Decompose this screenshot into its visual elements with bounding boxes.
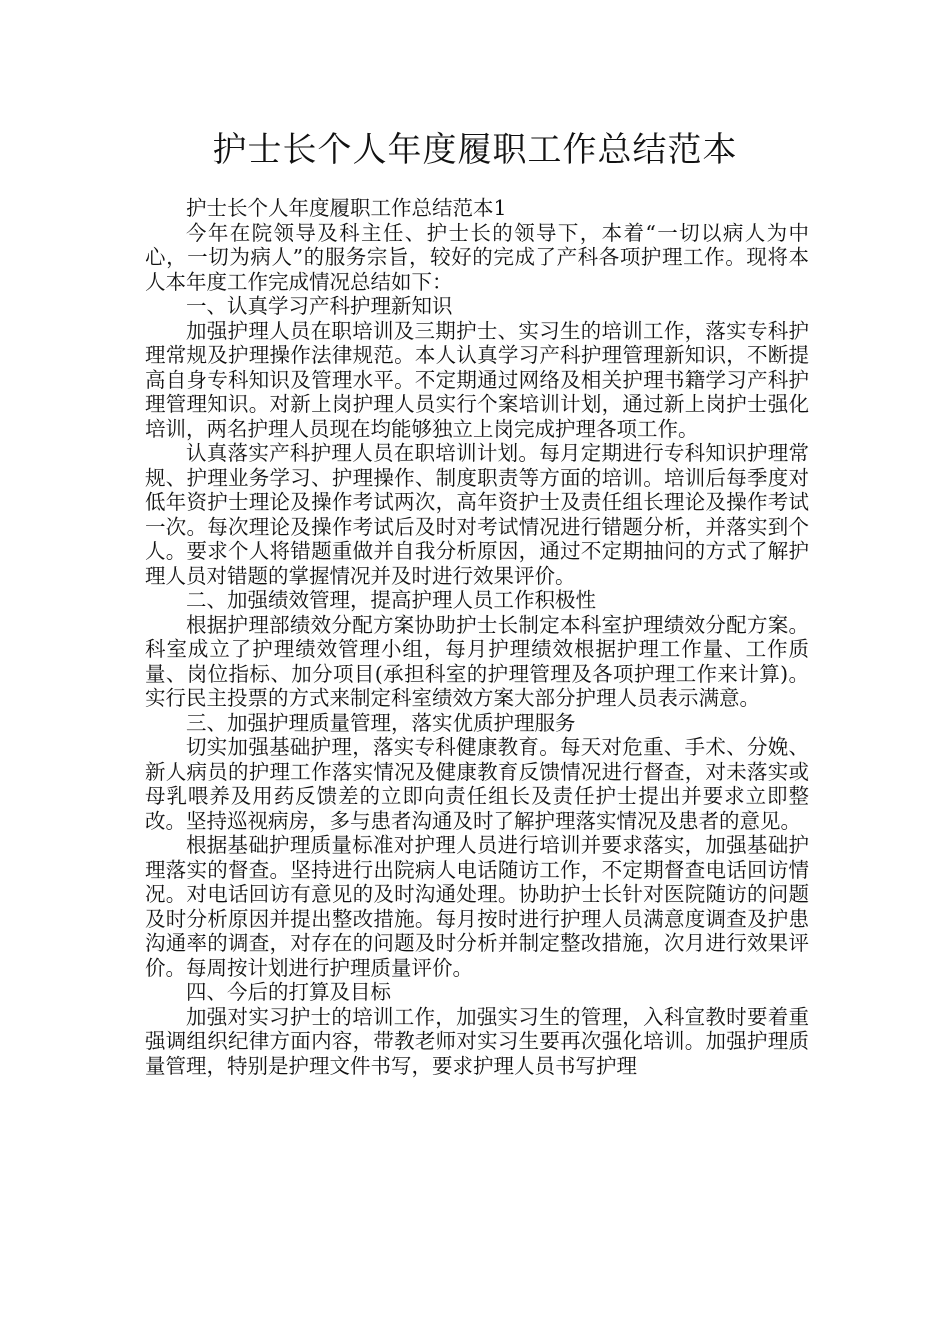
body-paragraph: 根据基础护理质量标准对护理人员进行培训并要求落实，加强基础护理落实的督查。坚持进行出院病人电话随访工作，不定期督查电话回访情况。对电话回访有意见的及时沟通处理。协助护士长针对医院随访的问题及时分析原因并提出整改措施。每月按时进行护理人员满意度调查及护患沟通率的调查，对存在的问题及时分析并制定整改措施，次月进行效果评价。每周按计划进行护理质量评价。	[145, 833, 809, 980]
body-paragraph: 加强护理人员在职培训及三期护士、实习生的培训工作，落实专科护理常规及护理操作法律规范。本人认真学习产科护理管理新知识，不断提高自身专科知识及管理水平。不定期通过网络及相关护理书籍学习产科护理管理知识。对新上岗护理人员实行个案培训计划，通过新上岗护士强化培训，两名护理人员现在均能够独立上岗完成护理各项工作。	[145, 318, 809, 441]
intro-paragraph: 今年在院领导及科主任、护士长的领导下，本着“一切以病人为中心，一切为病人”的服务宗旨，较好的完成了产科各项护理工作。现将本人本年度工作完成情况总结如下：	[145, 220, 809, 294]
body-paragraph: 加强对实习护士的培训工作，加强实习生的管理，入科宣教时要着重强调组织纪律方面内容，带教老师对实习生要再次强化培训。加强护理质量管理，特别是护理文件书写，要求护理人员书写护理	[145, 1004, 809, 1078]
section-subtitle: 护士长个人年度履职工作总结范本1	[186, 196, 507, 220]
section-heading-1: 一、认真学习产科护理新知识	[186, 294, 453, 318]
body-paragraph: 认真落实产科护理人员在职培训计划。每月定期进行专科知识护理常规、护理业务学习、护理操作、制度职责等方面的培训。培训后每季度对低年资护士理论及操作考试两次，高年资护士及责任组长理论及操作考试一次。每次理论及操作考试后及时对考试情况进行错题分析，并落实到个人。要求个人将错题重做并自我分析原因，通过不定期抽问的方式了解护理人员对错题的掌握情况并及时进行效果评价。	[145, 441, 809, 588]
section-heading-2: 二、加强绩效管理，提高护理人员工作积极性	[186, 588, 596, 612]
document-title: 护士长个人年度履职工作总结范本	[212, 130, 738, 170]
section-heading-3: 三、加强护理质量管理，落实优质护理服务	[186, 710, 576, 735]
body-paragraph: 根据护理部绩效分配方案协助护士长制定本科室护理绩效分配方案。科室成立了护理绩效管理小组，每月护理绩效根据护理工作量、工作质量、岗位指标、加分项目(承担科室的护理管理及各项护理工作来计算)。实行民主投票的方式来制定科室绩效方案大部分护理人员表示满意。	[145, 612, 809, 710]
document-body	[145, 196, 809, 1078]
body-paragraph: 切实加强基础护理，落实专科健康教育。每天对危重、手术、分娩、新人病员的护理工作落实情况及健康教育反馈情况进行督查，对未落实或母乳喂养及用药反馈差的立即向责任组长及责任护士提出并要求立即整改。坚持巡视病房，多与患者沟通及时了解护理落实情况及患者的意见。	[145, 735, 809, 833]
section-heading-4: 四、今后的打算及目标	[186, 980, 391, 1004]
